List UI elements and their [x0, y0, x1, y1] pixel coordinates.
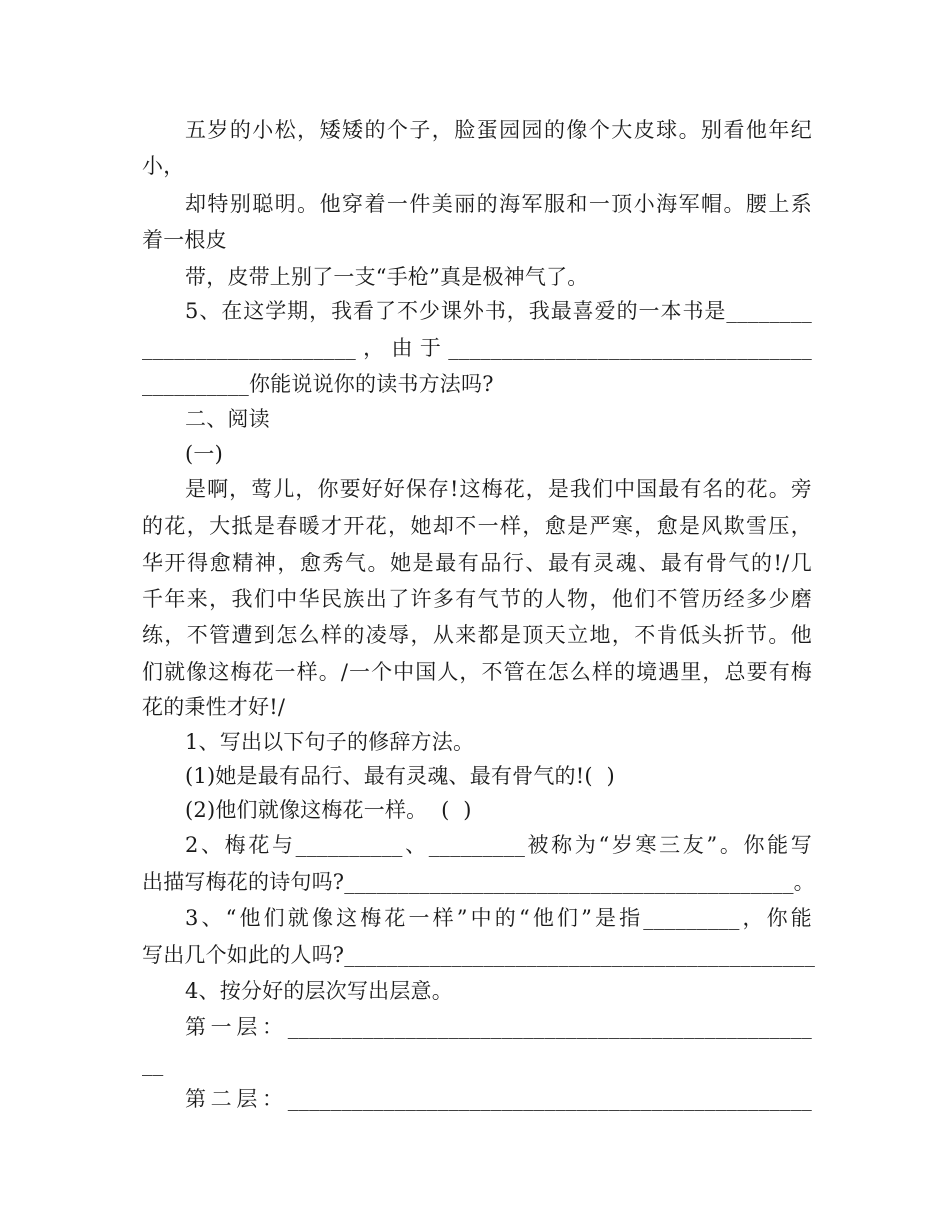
- q3-line-2: 写出几个如此的人吗?____________________________________________: [142, 943, 816, 967]
- question5-line-3: __________你能说说你的读书方法吗?: [142, 372, 494, 396]
- passage-line-1: 是啊，莺儿，你要好好保存!这梅花，是我们中国最有名的花。旁: [185, 477, 812, 501]
- intro-line-1: 五岁的小松，矮矮的个子，脸蛋园园的像个大皮球。别看他年纪: [185, 118, 812, 142]
- passage-line-6: 们就像这梅花一样。/一个中国人，不管在怎么样的境遇里，总要有梅: [142, 660, 812, 684]
- q2-line-1: 2、梅花与__________、_________被称为“岁寒三友”。你能写: [185, 833, 812, 857]
- intro-line-5: 带，皮带上别了一支“手枪”真是极神气了。: [185, 265, 589, 289]
- passage-line-4: 千年来，我们中华民族出了许多有气节的人物，他们不管历经多少磨: [142, 587, 812, 611]
- question5-line-1: 5、在这学期，我看了不少课外书，我最喜爱的一本书是________: [185, 299, 812, 323]
- q4-layer1: 第一层：_________________________________________________: [185, 1015, 812, 1039]
- intro-line-3: 却特别聪明。他穿着一件美丽的海军服和一顶小海军帽。腰上系: [185, 192, 812, 216]
- q4-prompt: 4、按分好的层次写出层意。: [185, 979, 453, 1003]
- intro-line-2: 小，: [142, 154, 185, 178]
- subsection-title: (一): [185, 442, 223, 466]
- passage-line-5: 练，不管遭到怎么样的凌辱，从来都是顶天立地，不肯低头折节。他: [142, 623, 812, 647]
- q2-line-2: 出描写梅花的诗句吗?__________________________________________。: [142, 870, 815, 894]
- intro-line-4: 着一根皮: [142, 228, 227, 252]
- q4-layer2: 第二层：_________________________________________________: [185, 1087, 812, 1111]
- q1-item-1: (1)她是最有品行、最有灵魂、最有骨气的!( ): [185, 764, 615, 788]
- q1-prompt: 1、写出以下句子的修辞方法。: [185, 730, 475, 754]
- passage-line-2: 的花，大抵是春暖才开花，她却不一样，愈是严寒，愈是风欺雪压，: [142, 514, 812, 538]
- q4-layer1-tail: __: [142, 1052, 164, 1076]
- passage-line-7: 花的秉性才好!/: [142, 695, 286, 719]
- question5-line-2: ____________________，由于__________________________________: [142, 336, 812, 360]
- q1-item-2: (2)他们就像这梅花一样。 ( ): [185, 798, 472, 822]
- section-title: 二、阅读: [185, 407, 270, 431]
- passage-line-3: 华开得愈精神，愈秀气。她是最有品行、最有灵魂、最有骨气的!/几: [142, 551, 812, 575]
- q3-line-1: 3、“他们就像这梅花一样”中的“他们”是指_________，你能: [185, 906, 812, 930]
